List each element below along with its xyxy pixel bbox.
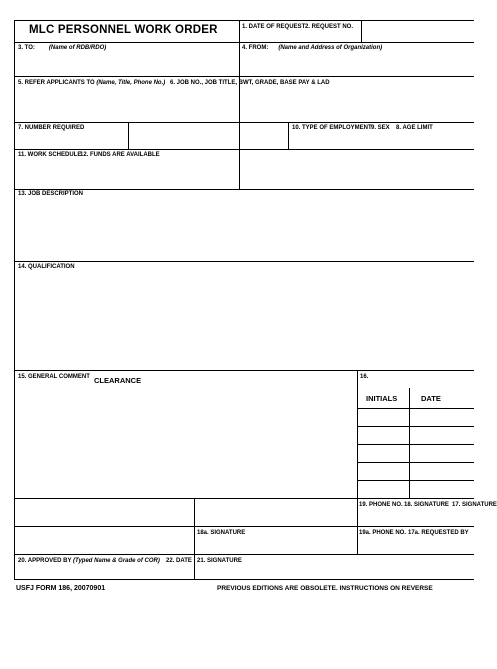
approved-by-field[interactable] <box>15 566 193 578</box>
field-16-label: 16. <box>360 374 369 380</box>
field-17a-label: 17a. REQUESTED BY <box>408 530 469 536</box>
field-2-label: 2. REQUEST NO. <box>305 24 354 30</box>
funds-available-field[interactable] <box>240 150 474 188</box>
field-4-label: 4. FROM: (Name and Address of Organization) <box>242 45 383 51</box>
obsolete-notice: PREVIOUS EDITIONS ARE OBSOLETE. INSTRUCTIONS ON REVERSE <box>217 585 433 592</box>
job-description-field[interactable] <box>15 199 474 260</box>
field-19-label: 19. PHONE NO. <box>359 502 403 508</box>
request-no-field[interactable] <box>362 21 474 42</box>
field-21-label: 21. SIGNATURE <box>197 558 242 564</box>
signature-21-field[interactable] <box>195 566 474 578</box>
field-18-label: 18. SIGNATURE <box>404 502 449 508</box>
field-6-label: 6. JOB NO., JOB TITLE, BWT, GRADE, BASE PAY & LAD <box>170 80 330 86</box>
field-17-label: 17. SIGNATURE <box>452 502 497 508</box>
clearance-initials-cell[interactable] <box>358 463 408 479</box>
clearance-initials-cell[interactable] <box>358 445 408 461</box>
signature-18a-field[interactable] <box>195 537 356 553</box>
form-number: USFJ FORM 186, 20070901 <box>16 585 106 592</box>
field-12-label: 12. FUNDS ARE AVAILABLE <box>80 152 160 158</box>
clearance-date-cell[interactable] <box>410 481 474 497</box>
clearance-initials-cell[interactable] <box>358 409 408 425</box>
field-22-label: 22. DATE <box>166 558 192 564</box>
clearance-heading: CLEARANCE <box>94 376 142 385</box>
signature-area-middle[interactable] <box>195 499 356 525</box>
clearance-initials-cell[interactable] <box>358 427 408 443</box>
initials-header: INITIALS <box>366 394 398 403</box>
general-comment-field[interactable] <box>15 388 356 497</box>
field-14-label: 14. QUALIFICATION <box>18 264 75 270</box>
clearance-date-cell[interactable] <box>410 427 474 443</box>
qualification-field[interactable] <box>15 272 474 369</box>
field-10-label: 10. TYPE OF EMPLOYMENT <box>292 125 372 131</box>
field-5-label: 5. REFER APPLICANTS TO (Name, Title, Phone No.) <box>18 80 166 86</box>
job-info-field[interactable] <box>240 88 474 121</box>
field-1-label: 1. DATE OF REQUEST <box>242 24 306 30</box>
date-header: DATE <box>421 394 441 403</box>
field-8-label: 8. AGE LIMIT <box>396 125 433 131</box>
refer-applicants-field[interactable] <box>15 88 238 121</box>
employment-type-field[interactable] <box>289 132 474 148</box>
clearance-initials-cell[interactable] <box>358 481 408 497</box>
date-of-request-field[interactable] <box>240 31 360 42</box>
field-19a-label: 19a. PHONE NO. <box>359 530 407 536</box>
field-13-label: 13. JOB DESCRIPTION <box>18 191 84 197</box>
form-title: MLC PERSONNEL WORK ORDER <box>29 24 218 36</box>
field-15-label: 15. GENERAL COMMENT <box>18 374 90 380</box>
from-field[interactable] <box>240 53 474 75</box>
to-field[interactable] <box>15 53 238 75</box>
signature-area-left[interactable] <box>15 499 193 525</box>
clearance-date-cell[interactable] <box>410 463 474 479</box>
field-9-label: 9. SEX <box>371 125 390 131</box>
requester-signature-area[interactable] <box>15 527 193 553</box>
work-schedule-field[interactable] <box>15 160 238 188</box>
field-11-label: 11. WORK SCHEDULE <box>18 152 82 158</box>
clearance-date-cell[interactable] <box>410 445 474 461</box>
field-20-label: 20. APPROVED BY (Typed Name & Grade of COR) <box>18 558 160 564</box>
number-required-field[interactable] <box>129 123 287 148</box>
field-18a-label: 18a. SIGNATURE <box>197 530 246 536</box>
field-7-label: 7. NUMBER REQUIRED <box>18 125 85 131</box>
clearance-date-cell[interactable] <box>410 409 474 425</box>
field-3-label: 3. TO: (Name of RDB/RDO) <box>18 45 107 51</box>
